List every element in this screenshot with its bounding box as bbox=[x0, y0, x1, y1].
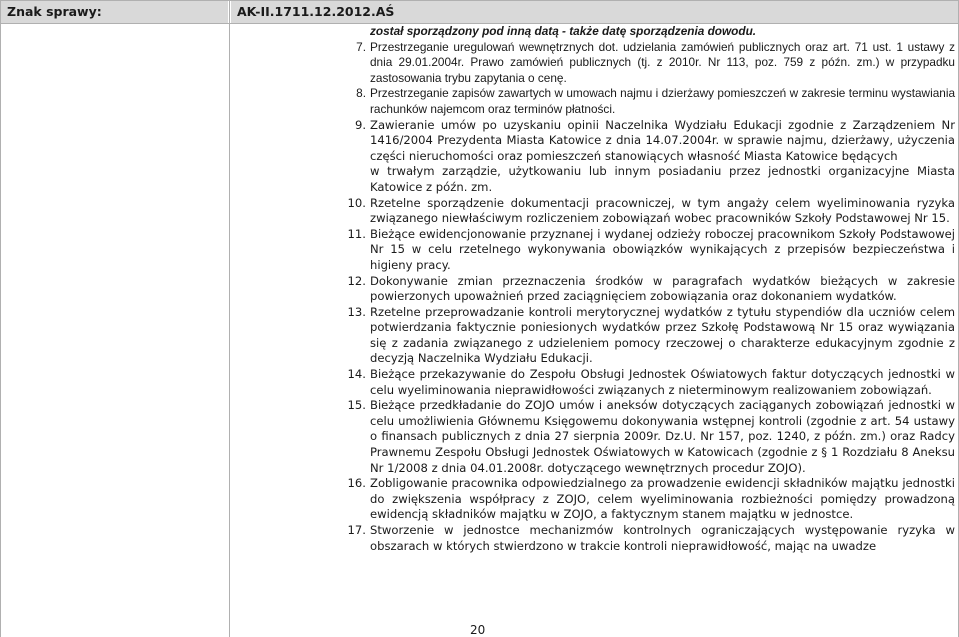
page-number: 20 bbox=[470, 623, 486, 637]
item-text: Zobligowanie pracownika odpowiedzialnego za prowadzenie ewidencji składników majątku jednostki do zwiększenia współpracy z ZOJO, celem wyeliminowania rozbieżności pomiędzy prowadzoną ewidencją składników majątku w ZOJO, a faktycznym stanem majątku w jednostce. bbox=[370, 476, 955, 522]
case-number: AK-II.1711.12.2012.AŚ bbox=[231, 1, 958, 23]
item-text bbox=[370, 118, 955, 196]
item-text: Rzetelne przeprowadzanie kontroli merytorycznej wydatków z tytułu stypendiów dla uczniów celem potwierdzania faktycznie poniesionych wydatków przez Szkołę Podstawową Nr 15 oraz wywiązania się z zadania związanego z udzieleniem pomocy rzeczowej o charakterze edukacyjnym zgodnie z decyzją Naczelnika Wydziału Edukacji. bbox=[370, 304, 955, 366]
item-number: 16. bbox=[347, 476, 366, 491]
recommendations-list bbox=[337, 24, 955, 554]
item-number: 15. bbox=[347, 398, 366, 413]
table-border-mid bbox=[229, 0, 230, 637]
item-number: 17. bbox=[347, 523, 366, 537]
list-item bbox=[337, 476, 955, 523]
list-item bbox=[337, 40, 955, 87]
list-item bbox=[337, 86, 955, 117]
item-text-part1: Zawieranie umów po uzyskaniu opinii Naczelnika Wydziału Edukacji zgodnie z Zarządzeniem Nr 1416/2004 Prezydenta Miasta Katowice z dnia 14.07.2004r. w sprawie najmu, dzierżawy, użyczenia części nieruchomości oraz pomieszczeń stanowiących własność Miasta Katowice będących bbox=[370, 117, 955, 163]
item-number: 10. bbox=[347, 195, 366, 210]
item-text: Przestrzeganie zapisów zawartych w umowach najmu i dzierżawy pomieszczeń w zakresie terminu wystawiania rachunków najemcom oraz terminów płatności. bbox=[370, 86, 955, 116]
list-item bbox=[337, 398, 955, 476]
list-item bbox=[337, 305, 955, 367]
item-text: Bieżące przekazywanie do Zespołu Obsługi Jednostek Oświatowych faktur dotyczących jednostki w celu wyeliminowania nieprawidłowości związanych z nieterminowym realizowaniem zobowiązań. bbox=[370, 367, 955, 397]
table-border-left bbox=[0, 0, 1, 637]
item-number: 12. bbox=[347, 273, 366, 288]
item-number: 13. bbox=[347, 304, 366, 319]
list-item bbox=[337, 367, 955, 398]
item-number: 8. bbox=[356, 86, 366, 101]
list-item bbox=[337, 196, 955, 227]
intro-line: został sporządzony pod inną datą - także datę sporządzenia dowodu. bbox=[370, 24, 757, 38]
list-item bbox=[337, 227, 955, 274]
item-text: Przestrzeganie uregulowań wewnętrznych dot. udzielania zamówień publicznych oraz art. 71 ust. 1 ustawy z dnia 29.01.2004r. Prawo zamówień publicznych (tj. z 2010r. Nr 113, poz. 759 z późn. zm.) w przypadku zastosowania trybu zapytania o cenę. bbox=[370, 39, 955, 85]
item-text: Stworzenie w jednostce mechanizmów kontrolnych ograniczających występowanie ryzyka w obszarach w których stwierdzono w trakcie kontroli nieprawidłowość, mając na uwadze bbox=[370, 523, 955, 553]
item-number: 14. bbox=[347, 367, 366, 382]
case-label: Znak sprawy: bbox=[1, 1, 228, 23]
list-item bbox=[337, 274, 955, 305]
item-number: 9. bbox=[354, 117, 366, 132]
item-number: 7. bbox=[356, 39, 366, 54]
item-text: Rzetelne sporządzenie dokumentacji pracowniczej, w tym angaży celem wyeliminowania ryzyka związanego niewłaściwym rozliczeniem zobowiązań wobec pracowników Szkoły Podstawowej Nr 15. bbox=[370, 195, 955, 226]
list-item bbox=[337, 118, 955, 196]
item-text: Dokonywanie zmian przeznaczenia środków w paragrafach wydatków bieżących w zakresie powierzonych upoważnień przed zaciągnięciem zobowiązania oraz dokonaniem wydatków. bbox=[370, 273, 955, 304]
item-text-part2: w trwałym zarządzie, użytkowaniu lub innym posiadaniu przez jednostki organizacyjne Miasta Katowice z późn. zm. bbox=[370, 164, 955, 194]
item-text: Bieżące ewidencjonowanie przyznanej i wydanej odzieży roboczej pracownikom Szkoły Podstawowej Nr 15 w celu rzetelnego wykonywania obowiązków wynikających z przepisów bezpieczeństwa i higieny pracy. bbox=[370, 226, 955, 272]
item-number: 11. bbox=[347, 226, 366, 241]
list-item bbox=[337, 523, 955, 554]
item-text: Bieżące przedkładanie do ZOJO umów i aneksów dotyczących zaciąganych zobowiązań jednostki w celu umożliwienia Głównemu Księgowemu dokonywania wstępnej kontroli (zgodnie z art. 54 ustawy o finansach publicznych z dnia 27 sierpnia 2009r. Dz.U. Nr 157, poz. 1240, z późn. zm.) oraz Radcy Prawnemu Zespołu Obsługi Jednostek Oświatowych w Katowicach (zgodnie z § 1 Rozdziału 8 Aneksu Nr 1/2008 z dnia 04.01.2008r. dotyczącego wewnętrznych procedur ZOJO). bbox=[370, 398, 955, 475]
